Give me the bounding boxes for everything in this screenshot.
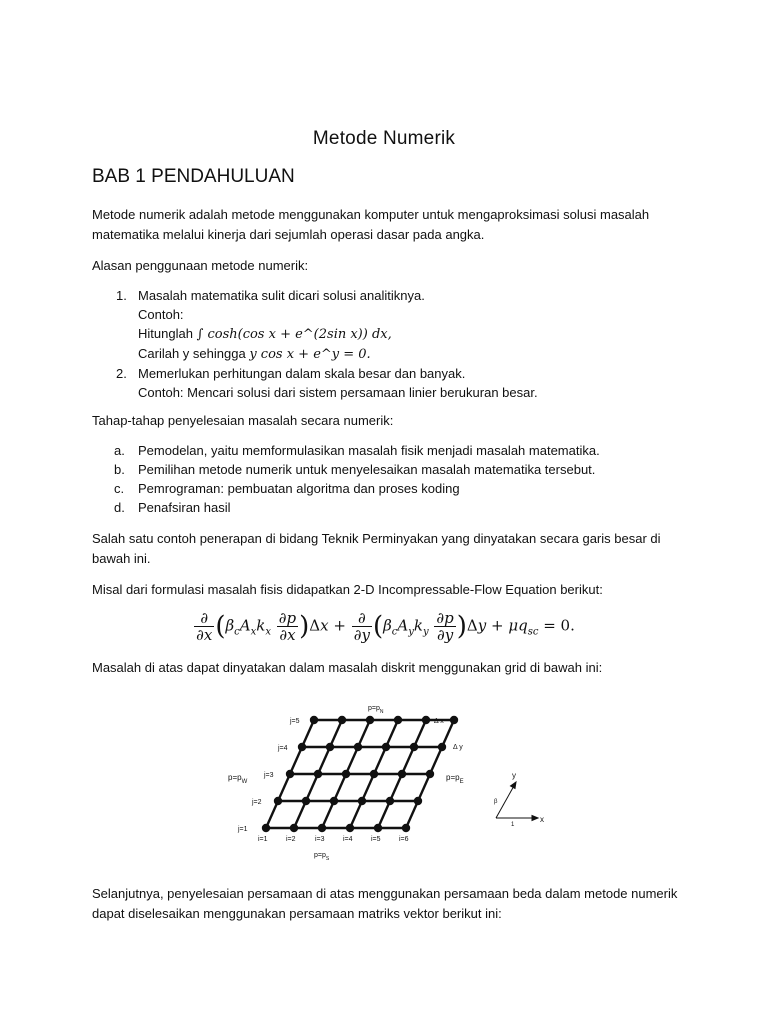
grid-node [262, 824, 270, 832]
list-item [92, 286, 692, 364]
grid-node [370, 770, 378, 778]
steps-list [92, 441, 692, 517]
integral-expression: ∫ cosh(cos x + e^(2sin x)) dx, [196, 327, 392, 342]
grid-node [338, 716, 346, 724]
grid-node [426, 770, 434, 778]
grid-node [414, 797, 422, 805]
one-label: 1 [511, 822, 515, 828]
grid-node [342, 770, 350, 778]
list-marker: d. [114, 500, 125, 515]
list-marker: b. [114, 462, 125, 477]
reasons-heading: Alasan penggunaan metode numerik: [92, 258, 309, 273]
j-label: j=3 [264, 772, 274, 779]
j-label: j=2 [252, 799, 262, 806]
grid-node [398, 770, 406, 778]
grid-node [366, 716, 374, 724]
conclusion-paragraph: Selanjutnya, penyelesaian persamaan di atas menggunakan persamaan beda dalam metode numerik dapat diselesaikan menggunakan persamaan matriks vektor berikut ini: [92, 886, 678, 921]
grid-node [382, 743, 390, 751]
grid-intro-paragraph: Masalah di atas dapat dinyatakan dalam masalah diskrit menggunakan grid di bawah ini: [92, 660, 603, 675]
p-west-label: $p=p_W$ [228, 773, 248, 785]
p-east-label: $p=p_E$ [446, 773, 464, 785]
beta-label: β [494, 799, 498, 805]
x-axis-label: x [540, 815, 544, 824]
grid-node [346, 824, 354, 832]
i-label: i=6 [399, 836, 409, 843]
list-item [92, 460, 692, 479]
grid-node [374, 824, 382, 832]
example-2-prefix: Carilah y sehingga [138, 346, 246, 361]
grid-node [450, 716, 458, 724]
grid-node [410, 743, 418, 751]
flow-equation: $\frac{\partial}{\partial x}$ ($\beta_cA_xk_x$ $\frac{\partial p}{\partial x}$ )Δx + $\frac{\partial}{\partial y}$ ($\beta_cA_yk_y$ $\frac{\partial p}{\partial y}$ )$\Delta y + \mu q_{sc} = 0$. [196, 609, 575, 644]
page-title: Metode Numerik [312, 128, 456, 149]
j-label: j=4 [278, 745, 288, 752]
reason-text: Memerlukan perhitungan dalam skala besar dan banyak. [138, 366, 466, 381]
list-item [92, 498, 692, 517]
grid-node [386, 797, 394, 805]
chapter-heading: BAB 1 PENDAHULUAN [92, 166, 295, 187]
example-line-2 [138, 344, 692, 364]
grid-node [290, 824, 298, 832]
delta-x-label: Δ x [434, 718, 444, 725]
list-marker: a. [114, 443, 125, 458]
example-1-prefix: Hitunglah [138, 326, 193, 341]
p-south-label: $p=p_S$ [314, 852, 330, 862]
grid-lines [266, 720, 454, 828]
grid-node [330, 797, 338, 805]
i-label: i=2 [286, 836, 296, 843]
example-line-1 [138, 324, 692, 344]
grid-figure [222, 700, 562, 868]
step-text: Pemrograman: pembuatan algoritma dan proses koding [138, 481, 460, 496]
list-marker: 1. [116, 288, 127, 303]
list-item [92, 479, 692, 498]
step-text: Penafsiran hasil [138, 500, 231, 515]
i-label: i=1 [258, 836, 268, 843]
equation-expression: y cos x + e^y = 0. [249, 347, 371, 362]
grid-node [286, 770, 294, 778]
list-marker: c. [114, 481, 125, 496]
y-axis-label: y [512, 771, 516, 780]
j-label: j=5 [290, 718, 300, 725]
list-item [92, 441, 692, 460]
list-marker: 2. [116, 366, 127, 381]
i-label: i=4 [343, 836, 353, 843]
j-label: j=1 [238, 826, 248, 833]
formulation-paragraph: Misal dari formulasi masalah fisis didapatkan 2-D Incompressable-Flow Equation berikut: [92, 582, 603, 597]
i-label: i=3 [315, 836, 325, 843]
grid-node [354, 743, 362, 751]
grid-node [298, 743, 306, 751]
application-paragraph: Salah satu contoh penerapan di bidang Teknik Perminyakan yang dinyatakan secara garis besar di bawah ini. [92, 531, 661, 566]
step-text: Pemilihan metode numerik untuk menyelesaikan masalah matematika tersebut. [138, 462, 596, 477]
list-item [92, 364, 692, 402]
grid-node [274, 797, 282, 805]
delta-y-label: Δ y [453, 744, 463, 751]
step-text: Pemodelan, yaitu memformulasikan masalah fisik menjadi masalah matematika. [138, 443, 600, 458]
grid-node [314, 770, 322, 778]
reasons-list [92, 286, 692, 402]
grid-node [302, 797, 310, 805]
steps-heading: Tahap-tahap penyelesaian masalah secara numerik: [92, 413, 394, 428]
reason-text: Masalah matematika sulit dicari solusi analitiknya. [138, 288, 425, 303]
intro-paragraph: Metode numerik adalah metode menggunakan komputer untuk mengaproksimasi solusi masalah matematika melalui kinerja dari sejumlah operasi dasar pada angka. [92, 207, 650, 242]
grid-node [422, 716, 430, 724]
p-north-label: $p=p_N$ [368, 705, 384, 715]
grid-node [402, 824, 410, 832]
example-label: Contoh: [138, 307, 184, 322]
axis-indicator [496, 782, 538, 821]
reason-example: Contoh: Mencari solusi dari sistem persamaan linier berukuran besar. [138, 385, 538, 400]
grid-node [438, 743, 446, 751]
grid-node [318, 824, 326, 832]
grid-node [326, 743, 334, 751]
grid-node [310, 716, 318, 724]
i-label: i=5 [371, 836, 381, 843]
grid-node [358, 797, 366, 805]
grid-node [394, 716, 402, 724]
